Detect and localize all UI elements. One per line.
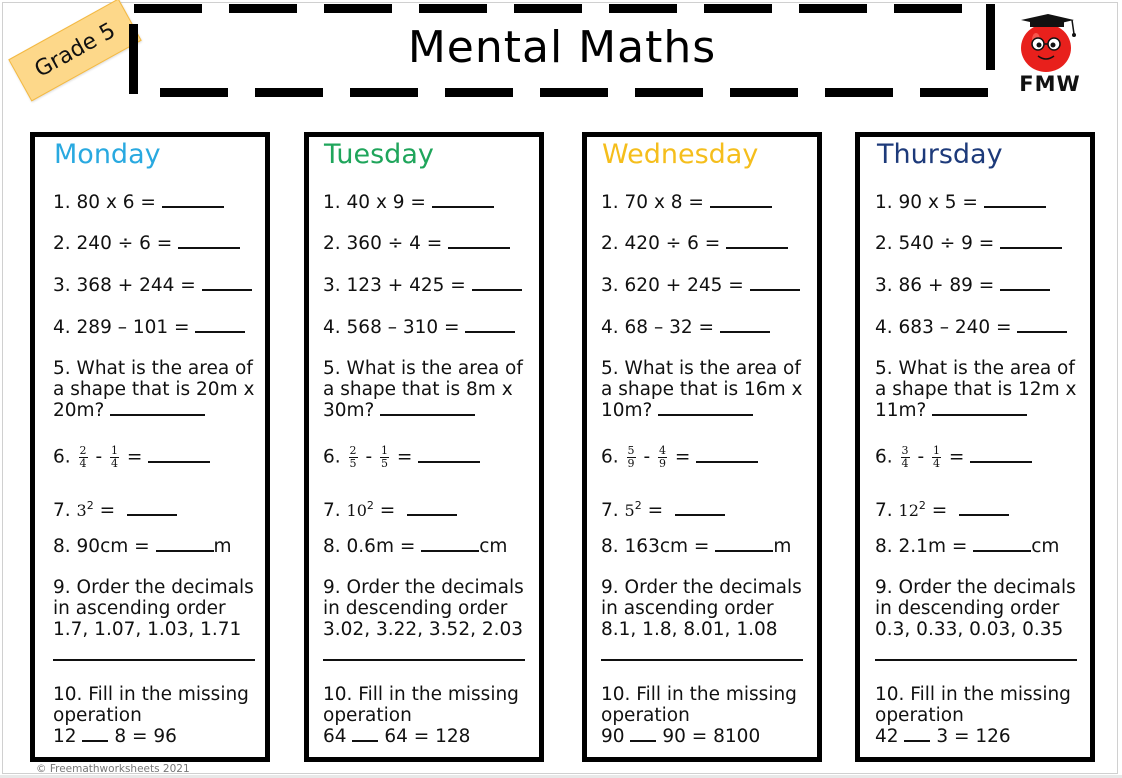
answer-blank[interactable] [932, 400, 1027, 416]
question-text: 11m? [875, 400, 927, 421]
denominator: 4 [901, 457, 909, 470]
apple-mascot-icon [1016, 12, 1086, 74]
question-text: 10. Fill in the missing [601, 684, 797, 705]
day-title: Tuesday [324, 139, 434, 170]
operation-blank[interactable] [904, 726, 930, 742]
question-9 [875, 577, 1082, 640]
question-text: 5. What is the area of [53, 358, 253, 379]
question-7 [53, 495, 257, 521]
question-2 [323, 233, 531, 254]
numerator: 2 [349, 444, 357, 457]
power-exponent: 2 [86, 499, 94, 512]
power-exponent: 2 [366, 499, 374, 512]
question-10 [53, 684, 257, 747]
power-base: 12 [898, 501, 919, 521]
numerator: 1 [111, 444, 119, 457]
power-base: 3 [76, 501, 87, 521]
answer-blank[interactable] [178, 233, 240, 249]
question-1 [323, 192, 531, 213]
answer-line[interactable] [875, 659, 1077, 661]
day-card-tuesday [304, 132, 544, 762]
question-2 [53, 233, 257, 254]
question-6 [875, 445, 1082, 470]
equals-sign: = [99, 500, 116, 522]
question-text: 10. Fill in the missing [53, 684, 249, 705]
fraction-b [110, 445, 119, 470]
equals-sign: = [647, 500, 664, 522]
answer-blank[interactable] [110, 400, 205, 416]
question-5 [53, 358, 257, 421]
unit-label: cm [1031, 536, 1060, 557]
question-text: a shape that is 8m x [323, 379, 513, 400]
question-text: 1. 90 x 5 = [875, 192, 978, 213]
question-text: 9. Order the decimals [53, 577, 254, 598]
fraction-a [627, 445, 636, 470]
operation-blank[interactable] [630, 726, 656, 742]
question-8 [53, 536, 257, 557]
question-text: 1. 40 x 9 = [323, 192, 426, 213]
question-text: 30m? [323, 400, 375, 421]
day-card-wednesday [582, 132, 822, 762]
fraction-b [932, 445, 941, 470]
question-text: 4. 683 – 240 = [875, 317, 1012, 338]
numerator: 5 [627, 444, 635, 457]
fraction-a [79, 445, 88, 470]
equals-sign: = [379, 500, 396, 522]
question-10 [601, 684, 809, 747]
question-text: 4. 68 – 32 = [601, 317, 715, 338]
question-1 [53, 192, 257, 213]
copyright-notice: © Freemathworksheets 2021 [36, 763, 190, 775]
question-text: 2. 240 ÷ 6 = [53, 233, 173, 254]
answer-blank[interactable] [432, 192, 494, 208]
answer-blank[interactable] [970, 447, 1032, 463]
question-text: operation [53, 705, 142, 726]
question-text: 3. 620 + 245 = [601, 275, 744, 296]
question-text: 2. 420 ÷ 6 = [601, 233, 721, 254]
question-number: 7. [601, 500, 619, 522]
question-6 [323, 445, 531, 470]
question-text: 3. 123 + 425 = [323, 275, 466, 296]
question-text: 9. Order the decimals [601, 577, 802, 598]
unit-label: m [773, 536, 792, 557]
question-text: 20m? [53, 400, 105, 421]
answer-blank[interactable] [421, 536, 479, 552]
question-7 [875, 495, 1082, 521]
answer-blank[interactable] [675, 500, 725, 516]
question-9 [601, 577, 809, 640]
operator: - [95, 446, 103, 468]
fraction-b [658, 445, 667, 470]
question-text: in ascending order [601, 598, 774, 619]
question-8 [875, 536, 1082, 557]
question-text: 4. 289 – 101 = [53, 317, 190, 338]
fraction-b [380, 445, 389, 470]
denominator: 5 [349, 457, 357, 470]
question-6 [53, 445, 257, 470]
question-4 [53, 317, 257, 338]
question-text: in descending order [323, 598, 508, 619]
operand-left: 12 [53, 726, 77, 747]
answer-blank[interactable] [750, 275, 800, 291]
power-exponent: 2 [634, 499, 642, 512]
question-8 [323, 536, 531, 557]
question-9 [323, 577, 531, 640]
operand-left: 90 [601, 726, 625, 747]
answer-line[interactable] [53, 659, 255, 661]
answer-line[interactable] [323, 659, 525, 661]
day-title: Wednesday [602, 139, 759, 170]
question-text: a shape that is 12m x [875, 379, 1077, 400]
banner-dashes-bottom [160, 88, 990, 97]
question-5 [323, 358, 531, 421]
answer-blank[interactable] [162, 192, 224, 208]
question-text: 8. 163cm = [601, 536, 710, 557]
question-3 [323, 275, 531, 296]
question-1 [875, 192, 1082, 213]
question-text: 3. 86 + 89 = [875, 275, 995, 296]
denominator: 9 [659, 457, 667, 470]
fraction-a [901, 445, 910, 470]
decimal-list: 3.02, 3.22, 3.52, 2.03 [323, 619, 524, 640]
question-number: 7. [323, 500, 341, 522]
question-text: operation [875, 705, 964, 726]
operand-left: 42 [875, 726, 899, 747]
question-10 [323, 684, 531, 747]
answer-blank[interactable] [195, 317, 245, 333]
answer-blank[interactable] [1017, 317, 1067, 333]
numerator: 1 [933, 444, 941, 457]
equals-sign: = [948, 446, 965, 468]
answer-blank[interactable] [1000, 233, 1062, 249]
question-2 [875, 233, 1082, 254]
question-9 [53, 577, 257, 640]
answer-blank[interactable] [984, 192, 1046, 208]
question-text: 4. 568 – 310 = [323, 317, 460, 338]
question-3 [601, 275, 809, 296]
question-text: 2. 360 ÷ 4 = [323, 233, 443, 254]
question-4 [875, 317, 1082, 338]
day-card-monday [30, 132, 270, 762]
operator: - [643, 446, 651, 468]
question-5 [601, 358, 809, 421]
question-text: 10. Fill in the missing [323, 684, 519, 705]
operation-blank[interactable] [82, 726, 108, 742]
operator: - [365, 446, 373, 468]
question-text: a shape that is 16m x [601, 379, 803, 400]
answer-blank[interactable] [148, 447, 210, 463]
answer-blank[interactable] [973, 536, 1031, 552]
denominator: 4 [111, 457, 119, 470]
denominator: 5 [381, 457, 389, 470]
answer-blank[interactable] [720, 317, 770, 333]
equals-sign: = [931, 500, 948, 522]
question-7 [323, 495, 531, 521]
unit-label: m [213, 536, 232, 557]
logo-text: FMW [1019, 72, 1081, 96]
answer-blank[interactable] [448, 233, 510, 249]
answer-line[interactable] [601, 659, 803, 661]
question-8 [601, 536, 809, 557]
question-text: 1. 80 x 6 = [53, 192, 156, 213]
day-title: Thursday [877, 139, 1003, 170]
question-text: 5. What is the area of [323, 358, 523, 379]
power-base: 10 [346, 501, 367, 521]
operand-right: 8 = 96 [114, 726, 177, 747]
question-5 [875, 358, 1082, 421]
answer-blank[interactable] [380, 400, 475, 416]
answer-blank[interactable] [472, 275, 522, 291]
question-number: 6. [323, 446, 341, 468]
answer-blank[interactable] [710, 192, 772, 208]
equals-sign: = [674, 446, 691, 468]
power-base: 5 [624, 501, 635, 521]
answer-blank[interactable] [156, 536, 214, 552]
denominator: 4 [79, 457, 87, 470]
question-text: 9. Order the decimals [323, 577, 524, 598]
day-title: Monday [54, 139, 161, 170]
fmw-logo [1016, 12, 1086, 97]
numerator: 3 [901, 444, 909, 457]
answer-blank[interactable] [127, 500, 177, 516]
numerator: 1 [381, 444, 389, 457]
question-text: 10. Fill in the missing [875, 684, 1071, 705]
question-text: 5. What is the area of [601, 358, 801, 379]
question-text: 1. 70 x 8 = [601, 192, 704, 213]
denominator: 4 [933, 457, 941, 470]
answer-blank[interactable] [715, 536, 773, 552]
question-3 [875, 275, 1082, 296]
question-number: 6. [53, 446, 71, 468]
numerator: 4 [659, 444, 667, 457]
question-text: 10m? [601, 400, 653, 421]
question-3 [53, 275, 257, 296]
answer-blank[interactable] [407, 500, 457, 516]
answer-blank[interactable] [202, 275, 252, 291]
page-title: Mental Maths [407, 22, 717, 73]
numerator: 2 [79, 444, 87, 457]
operand-right: 64 = 128 [384, 726, 471, 747]
title-banner [129, 4, 995, 96]
question-text: a shape that is 20m x [53, 379, 255, 400]
question-number: 7. [875, 500, 893, 522]
answer-blank[interactable] [465, 317, 515, 333]
question-text: 2. 540 ÷ 9 = [875, 233, 995, 254]
question-text: 8. 90cm = [53, 536, 150, 557]
equals-sign: = [126, 446, 143, 468]
question-number: 6. [601, 446, 619, 468]
question-2 [601, 233, 809, 254]
operand-right: 90 = 8100 [662, 726, 761, 747]
question-text: operation [601, 705, 690, 726]
question-number: 6. [875, 446, 893, 468]
answer-blank[interactable] [726, 233, 788, 249]
decimal-list: 1.7, 1.07, 1.03, 1.71 [53, 619, 242, 640]
day-card-thursday [855, 132, 1095, 762]
answer-blank[interactable] [418, 447, 480, 463]
question-7 [601, 495, 809, 521]
answer-blank[interactable] [658, 400, 753, 416]
unit-label: cm [479, 536, 508, 557]
question-4 [601, 317, 809, 338]
grade-tag-label: Grade 5 [30, 17, 120, 83]
question-text: 8. 0.6m = [323, 536, 416, 557]
decimal-list: 8.1, 1.8, 8.01, 1.08 [601, 619, 778, 640]
question-text: operation [323, 705, 412, 726]
equals-sign: = [396, 446, 413, 468]
operand-left: 64 [323, 726, 347, 747]
fraction-a [349, 445, 358, 470]
banner-dashes-top [134, 4, 990, 13]
question-text: in descending order [875, 598, 1060, 619]
question-text: 3. 368 + 244 = [53, 275, 196, 296]
operator: - [917, 446, 925, 468]
question-text: 5. What is the area of [875, 358, 1075, 379]
question-text: in ascending order [53, 598, 226, 619]
question-text: 8. 2.1m = [875, 536, 968, 557]
operation-blank[interactable] [352, 726, 378, 742]
operand-right: 3 = 126 [936, 726, 1011, 747]
decimal-list: 0.3, 0.33, 0.03, 0.35 [875, 619, 1064, 640]
question-6 [601, 445, 809, 470]
answer-blank[interactable] [1000, 275, 1050, 291]
question-10 [875, 684, 1082, 747]
question-text: 9. Order the decimals [875, 577, 1076, 598]
question-number: 7. [53, 500, 71, 522]
answer-blank[interactable] [696, 447, 758, 463]
question-1 [601, 192, 809, 213]
question-4 [323, 317, 531, 338]
answer-blank[interactable] [959, 500, 1009, 516]
power-exponent: 2 [918, 499, 926, 512]
denominator: 9 [627, 457, 635, 470]
